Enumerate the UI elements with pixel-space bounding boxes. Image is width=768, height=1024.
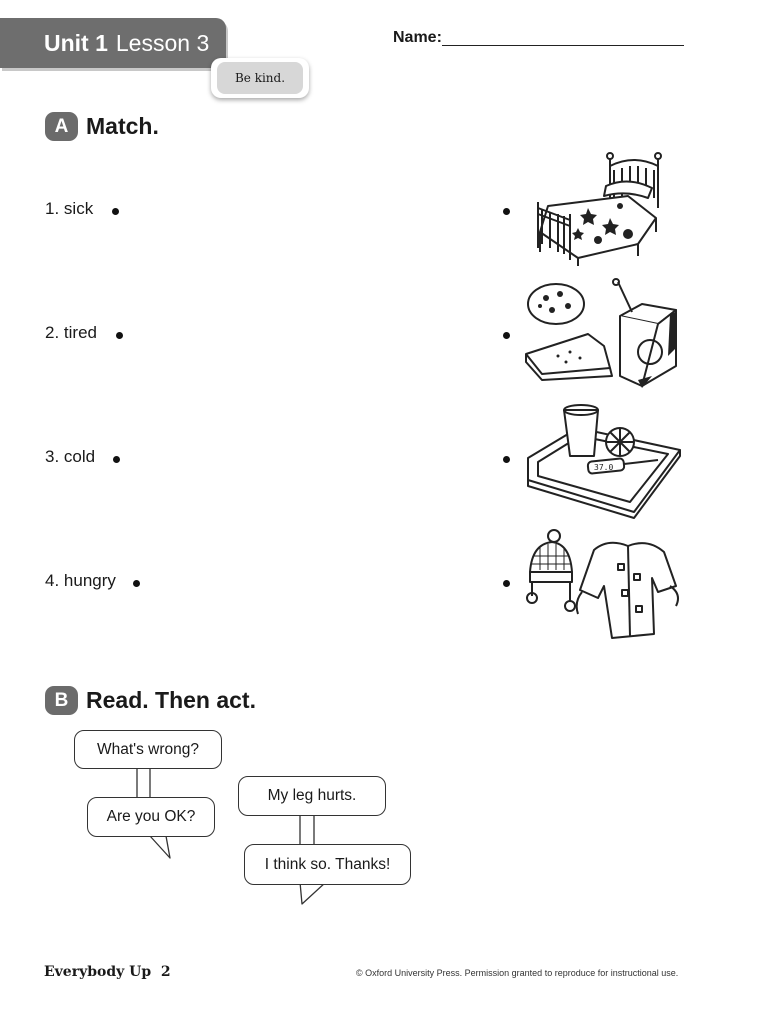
copyright-notice: © Oxford University Press. Permission granted to reproduce for instructional use. bbox=[356, 968, 679, 978]
match-item-2 bbox=[45, 323, 97, 343]
match-number: 2. bbox=[45, 323, 60, 342]
match-dot-left-4[interactable] bbox=[133, 580, 140, 587]
section-b-badge: B bbox=[45, 686, 78, 715]
footer-brand bbox=[44, 964, 171, 980]
match-dot-left-2[interactable] bbox=[116, 332, 123, 339]
speech-bubble: My leg hurts. bbox=[238, 776, 386, 816]
match-word: cold bbox=[63, 447, 96, 466]
section-a-title: Match. bbox=[86, 113, 159, 139]
match-word: sick bbox=[63, 199, 94, 218]
winter-clothes-icon bbox=[518, 526, 688, 644]
match-item-1 bbox=[45, 199, 93, 219]
lesson-label: Lesson 3 bbox=[115, 30, 210, 56]
match-number: 1. bbox=[45, 199, 60, 218]
match-item-4 bbox=[45, 571, 116, 591]
bed-icon bbox=[518, 148, 668, 268]
speech-bubble: Are you OK? bbox=[87, 797, 215, 837]
speech-bubble: What's wrong? bbox=[74, 730, 222, 769]
match-dot-left-1[interactable] bbox=[112, 208, 119, 215]
section-b-title: Read. Then act. bbox=[86, 687, 256, 713]
tray-thermometer-icon bbox=[518, 400, 688, 525]
match-number: 4. bbox=[45, 571, 60, 590]
match-number: 3. bbox=[45, 447, 60, 466]
value-box bbox=[211, 58, 309, 98]
unit-lesson-title bbox=[44, 30, 209, 57]
match-dot-right-1[interactable] bbox=[503, 208, 510, 215]
match-dot-left-3[interactable] bbox=[113, 456, 120, 463]
page-number: 2 bbox=[160, 964, 171, 980]
value-text: Be kind. bbox=[217, 62, 303, 94]
food-icon bbox=[518, 276, 688, 396]
name-line[interactable] bbox=[442, 45, 684, 46]
match-word: tired bbox=[63, 323, 97, 342]
section-a-badge: A bbox=[45, 112, 78, 141]
brand-name: Everybody Up bbox=[44, 964, 152, 980]
thermometer-reading: 37.0 bbox=[594, 463, 614, 472]
name-label: Name: bbox=[393, 29, 442, 46]
match-dot-right-4[interactable] bbox=[503, 580, 510, 587]
match-item-3 bbox=[45, 447, 95, 467]
match-dot-right-3[interactable] bbox=[503, 456, 510, 463]
match-word: hungry bbox=[63, 571, 116, 590]
unit-label: Unit 1 bbox=[44, 30, 108, 56]
speech-bubble: I think so. Thanks! bbox=[244, 844, 411, 885]
match-dot-right-2[interactable] bbox=[503, 332, 510, 339]
